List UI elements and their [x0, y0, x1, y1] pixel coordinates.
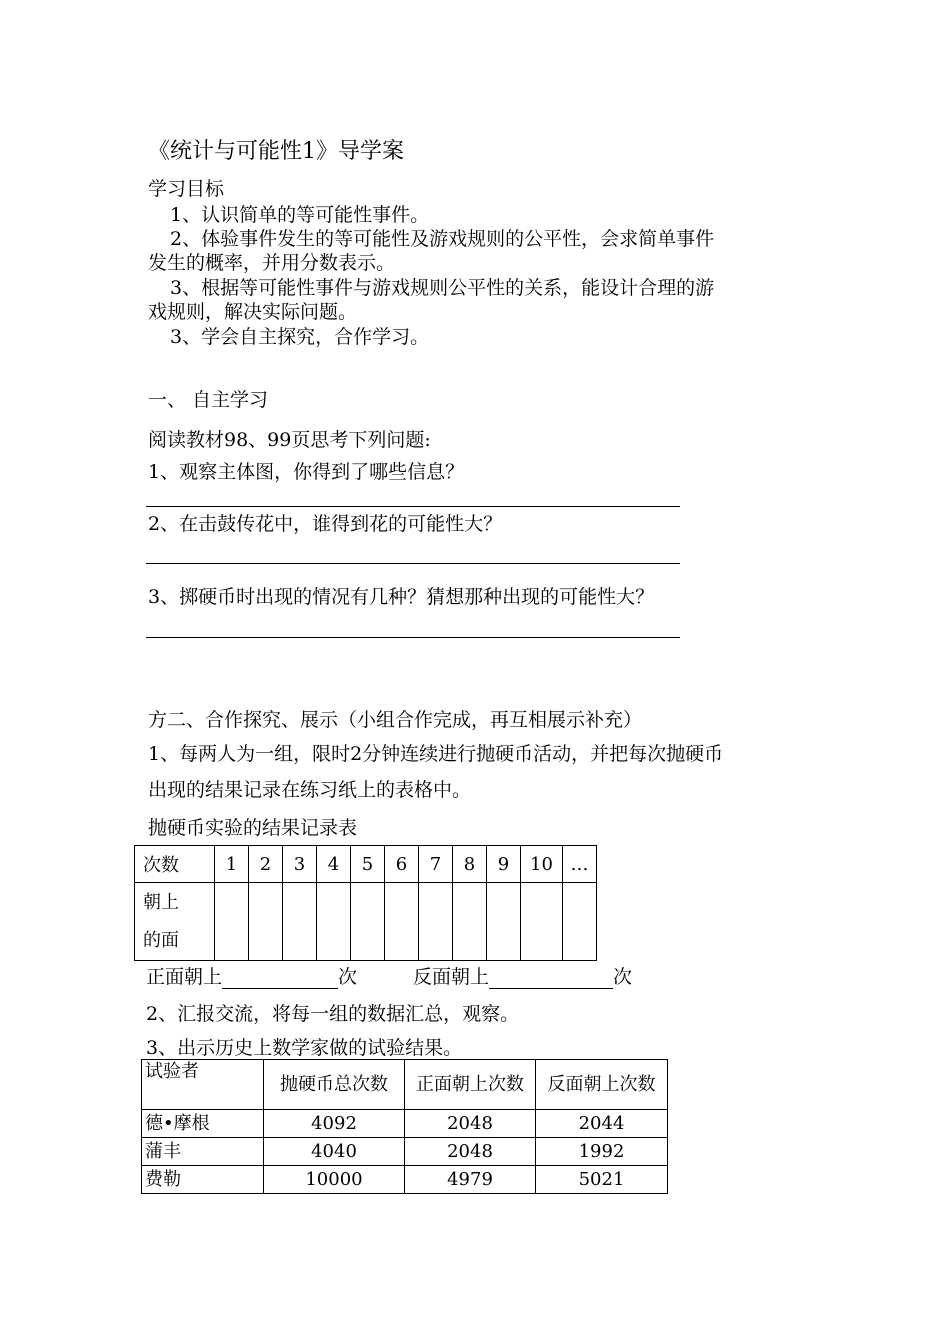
- back-unit: 次: [613, 966, 633, 988]
- table1-col-more: …: [563, 846, 597, 883]
- objective-4: 3、学会自主探究，合作学习。: [170, 326, 430, 348]
- table1-caption: 抛硬币实验的结果记录表: [148, 817, 358, 839]
- table2-header-back: 反面朝上次数: [536, 1060, 668, 1110]
- table1-cell[interactable]: [419, 883, 453, 961]
- table1-cell[interactable]: [521, 883, 563, 961]
- table1-row-label-line1: 朝上: [143, 891, 179, 913]
- back-count-blank[interactable]: [489, 988, 613, 989]
- section2-heading: 方二、合作探究、展示（小组合作完成，再互相展示补充）: [148, 709, 643, 731]
- coin-record-table: [134, 845, 597, 961]
- front-count-blank[interactable]: [222, 988, 338, 989]
- table2-tester: 费勒: [142, 1166, 264, 1194]
- table1-col-2: 2: [249, 846, 283, 883]
- objective-3-line2: 戏规则，解决实际问题。: [148, 301, 358, 323]
- question-2: 2、在击鼓传花中，谁得到花的可能性大？: [148, 513, 503, 535]
- table2-front: 2048: [405, 1110, 536, 1138]
- table1-col-5: 5: [351, 846, 385, 883]
- answer-line-3[interactable]: [146, 637, 680, 638]
- table1-col-9: 9: [487, 846, 521, 883]
- table1-cell[interactable]: [453, 883, 487, 961]
- table1-cell[interactable]: [351, 883, 385, 961]
- table2-total: 4092: [264, 1110, 405, 1138]
- table1-col-4: 4: [317, 846, 351, 883]
- section1-heading: 一、 自主学习: [148, 389, 269, 411]
- page-title: 《统计与可能性1》导学案: [148, 139, 404, 164]
- table1-col-8: 8: [453, 846, 487, 883]
- answer-line-2[interactable]: [146, 563, 680, 564]
- table1-cell[interactable]: [317, 883, 351, 961]
- historical-results-table: [141, 1059, 668, 1194]
- table2-header-total: 抛硬币总次数: [264, 1060, 405, 1110]
- table1-cell[interactable]: [283, 883, 317, 961]
- table2-total: 10000: [264, 1166, 405, 1194]
- table2-header-front: 正面朝上次数: [405, 1060, 536, 1110]
- answer-line-1[interactable]: [146, 506, 680, 507]
- table1-cell[interactable]: [385, 883, 419, 961]
- objectives-heading: 学习目标: [148, 178, 225, 200]
- table1-col-1: 1: [215, 846, 249, 883]
- front-label: 正面朝上: [146, 966, 223, 988]
- question-3: 3、掷硬币时出现的情况有几种？猜想那种出现的可能性大？: [148, 586, 655, 608]
- objective-2-line1: 2、体验事件发生的等可能性及游戏规则的公平性，会求简单事件: [170, 228, 715, 250]
- table1-cell[interactable]: [563, 883, 597, 961]
- table2-back: 5021: [536, 1166, 668, 1194]
- table2-tester: 德•摩根: [142, 1110, 264, 1138]
- objective-3-line1: 3、根据等可能性事件与游戏规则公平性的关系，能设计合理的游: [170, 277, 715, 299]
- front-unit: 次: [338, 966, 358, 988]
- task-3: 3、出示历史上数学家做的试验结果。: [146, 1037, 463, 1059]
- table2-tester: 蒲丰: [142, 1138, 264, 1166]
- table1-row-label: [135, 883, 215, 961]
- tally-line: [146, 962, 632, 989]
- objective-1: 1、认识简单的等可能性事件。: [170, 204, 430, 226]
- table2-header-tester: 试验者: [142, 1060, 264, 1110]
- objective-2-line2: 发生的概率，并用分数表示。: [148, 252, 396, 274]
- table1-cell[interactable]: [487, 883, 521, 961]
- table1-col-10: 10: [521, 846, 563, 883]
- section1-intro: 阅读教材98、99页思考下列问题:: [148, 429, 431, 451]
- task-1-line1: 1、每两人为一组，限时2分钟连续进行抛硬币活动，并把每次抛硬币: [148, 743, 724, 765]
- task-1-line2: 出现的结果记录在练习纸上的表格中。: [148, 779, 472, 801]
- task-2: 2、汇报交流，将每一组的数据汇总，观察。: [146, 1003, 520, 1025]
- table2-total: 4040: [264, 1138, 405, 1166]
- table2-back: 1992: [536, 1138, 668, 1166]
- table2-front: 4979: [405, 1166, 536, 1194]
- table2-back: 2044: [536, 1110, 668, 1138]
- table1-col-7: 7: [419, 846, 453, 883]
- question-1: 1、观察主体图，你得到了哪些信息？: [148, 461, 465, 483]
- back-label: 反面朝上: [413, 966, 490, 988]
- table1-cell[interactable]: [249, 883, 283, 961]
- table1-header-label: 次数: [135, 846, 215, 883]
- table1-row-label-line2: 的面: [143, 929, 179, 951]
- table1-cell[interactable]: [215, 883, 249, 961]
- table1-col-6: 6: [385, 846, 419, 883]
- table1-col-3: 3: [283, 846, 317, 883]
- table2-front: 2048: [405, 1138, 536, 1166]
